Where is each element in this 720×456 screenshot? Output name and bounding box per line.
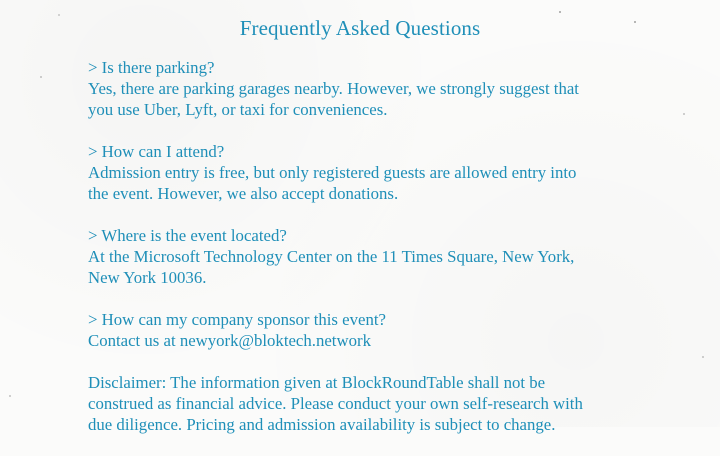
page-title: Frequently Asked Questions xyxy=(239,16,481,40)
faq-answer-line: New York 10036. xyxy=(88,268,207,287)
faq-question: > How can my company sponsor this event? xyxy=(88,310,386,329)
faq-item-attend xyxy=(88,141,708,204)
disclaimer-line: due diligence. Pricing and admission availability is subject to change. xyxy=(88,415,556,434)
paper-speck xyxy=(9,395,11,397)
disclaimer-line: Disclaimer: The information given at BlockRoundTable shall not be xyxy=(88,373,546,392)
faq-item-parking xyxy=(88,57,708,120)
faq-question: > Is there parking? xyxy=(88,58,215,77)
faq-question: > How can I attend? xyxy=(88,142,225,161)
faq-question: > Where is the event located? xyxy=(88,226,287,245)
faq-answer-line: the event. However, we also accept donations. xyxy=(88,184,399,203)
faq-answer-line: you use Uber, Lyft, or taxi for conveniences. xyxy=(88,100,388,119)
faq-answer-line: Contact us at newyork@bloktech.network xyxy=(88,331,371,350)
faq-answer-line: At the Microsoft Technology Center on the 11 Times Square, New York, xyxy=(88,247,575,266)
disclaimer xyxy=(88,372,708,435)
paper-speck xyxy=(40,76,42,78)
disclaimer-line: construed as financial advice. Please conduct your own self-research with xyxy=(88,394,583,413)
faq-content xyxy=(88,57,708,456)
faq-answer-line: Yes, there are parking garages nearby. However, we strongly suggest that xyxy=(88,79,579,98)
faq-item-location xyxy=(88,225,708,288)
faq-answer-line: Admission entry is free, but only registered guests are allowed entry into xyxy=(88,163,577,182)
faq-item-sponsor xyxy=(88,309,708,351)
paper-speck xyxy=(559,11,561,13)
